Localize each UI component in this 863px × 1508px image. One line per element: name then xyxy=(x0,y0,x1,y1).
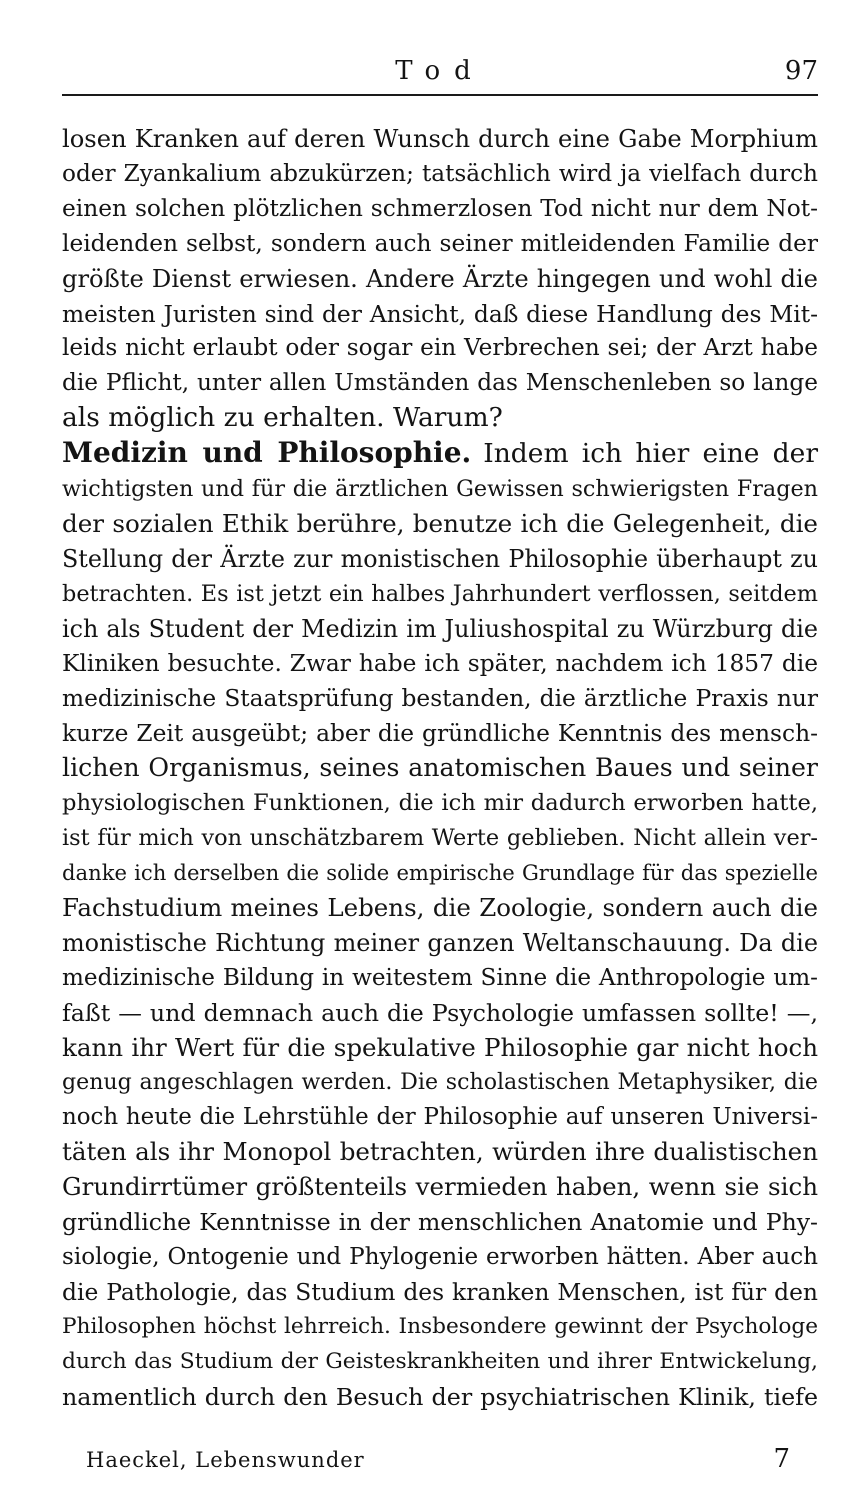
section-first-line-text: Indem ich hier eine der xyxy=(483,438,818,470)
text-line: lichen Organismus, seines anatomischen Baues und seiner xyxy=(62,753,818,783)
text-line: betrachten. Es ist jetzt ein halbes Jahrhundert verflossen, seitdem xyxy=(62,580,818,607)
book-page xyxy=(62,52,818,1482)
text-line: einen solchen plötzlichen schmerzlosen Tod nicht nur dem Not- xyxy=(62,194,818,222)
text-line: die Pflicht, unter allen Umständen das Menschenleben so lange xyxy=(62,369,818,397)
running-head xyxy=(62,52,818,96)
sheet-number: 7 xyxy=(773,1444,790,1474)
text-line: Philosophen höchst lehrreich. Insbesondere gewinnt der Psychologe xyxy=(62,1313,818,1339)
text-line: leids nicht erlaubt oder sogar ein Verbrechen sei; der Arzt habe xyxy=(62,334,818,362)
text-line: größte Dienst erwiesen. Andere Ärzte hingegen und wohl die xyxy=(62,264,818,293)
page-footer xyxy=(62,1444,818,1480)
text-line: meisten Juristen sind der Ansicht, daß diese Handlung des Mit- xyxy=(62,299,818,328)
text-line: der sozialen Ethik berühre, benutze ich die Gelegenheit, die xyxy=(62,508,818,538)
text-line: Kliniken besuchte. Zwar habe ich später, nachdem ich 1857 die xyxy=(62,649,818,677)
text-line: kann ihr Wert für die spekulative Philosophie gar nicht hoch xyxy=(62,1032,818,1062)
text-line: faßt — und demnach auch die Psychologie umfassen sollte! —, xyxy=(62,998,818,1027)
text-line: ich als Student der Medizin im Juliushospital zu Würzburg die xyxy=(62,614,818,643)
text-line: namentlich durch den Besuch der psychiatrischen Klinik, tiefe xyxy=(62,1382,818,1411)
section-heading: Medizin und Philosophie. xyxy=(62,436,472,470)
text-line: als möglich zu erhalten. Warum? xyxy=(62,402,503,434)
text-line: genug angeschlagen werden. Die scholastischen Metaphysiker, die xyxy=(62,1069,818,1096)
footer-signature: Haeckel, Lebenswunder xyxy=(86,1448,365,1472)
text-line: monistische Richtung meiner ganzen Weltanschauung. Da die xyxy=(62,928,818,957)
text-line: oder Zyankalium abzukürzen; tatsächlich wird ja vielfach durch xyxy=(62,159,818,187)
text-line: medizinische Staatsprüfung bestanden, die ärztliche Praxis nur xyxy=(62,684,818,712)
body-text xyxy=(62,122,818,1415)
text-line: danke ich derselben die solide empirische Grundlage für das spezielle xyxy=(62,860,818,886)
text-line: durch das Studium der Geisteskrankheiten und ihrer Entwickelung, xyxy=(62,1348,818,1374)
text-line: leidenden selbst, sondern auch seiner mitleidenden Familie der xyxy=(62,229,818,257)
text-line: Stellung der Ärzte zur monistischen Philosophie überhaupt zu xyxy=(62,544,818,573)
text-line: physiologischen Funktionen, die ich mir dadurch erworben hatte, xyxy=(62,790,818,817)
text-line: Grundirrtümer größtenteils vermieden haben, wenn sie sich xyxy=(62,1172,818,1202)
text-line: losen Kranken auf deren Wunsch durch eine Gabe Morphium xyxy=(62,125,818,153)
text-line: täten als ihr Monopol betrachten, würden ihre dualistischen xyxy=(62,1137,818,1167)
text-line: wichtigsten und für die ärztlichen Gewissen schwierigsten Fragen xyxy=(62,476,818,503)
text-line: gründliche Kenntnisse in der menschlichen Anatomie und Phy- xyxy=(62,1208,818,1237)
section-first-line xyxy=(62,436,818,472)
text-line: noch heute die Lehrstühle der Philosophie auf unseren Universi- xyxy=(62,1104,818,1131)
text-line: ist für mich von unschätzbarem Werte geblieben. Nicht allein ver- xyxy=(62,825,818,852)
text-line: Fachstudium meines Lebens, die Zoologie, sondern auch die xyxy=(62,892,818,922)
text-line: medizinische Bildung in weitestem Sinne die Anthropologie um- xyxy=(62,964,818,991)
text-line: kurze Zeit ausgeübt; aber die gründliche Kenntnis des mensch- xyxy=(62,719,818,748)
text-line: die Pathologie, das Studium des kranken Menschen, ist für den xyxy=(62,1277,818,1306)
page-number: 97 xyxy=(784,56,818,86)
running-title: Tod xyxy=(395,56,485,86)
text-line: siologie, Ontogenie und Phylogenie erworben hätten. Aber auch xyxy=(62,1244,818,1270)
